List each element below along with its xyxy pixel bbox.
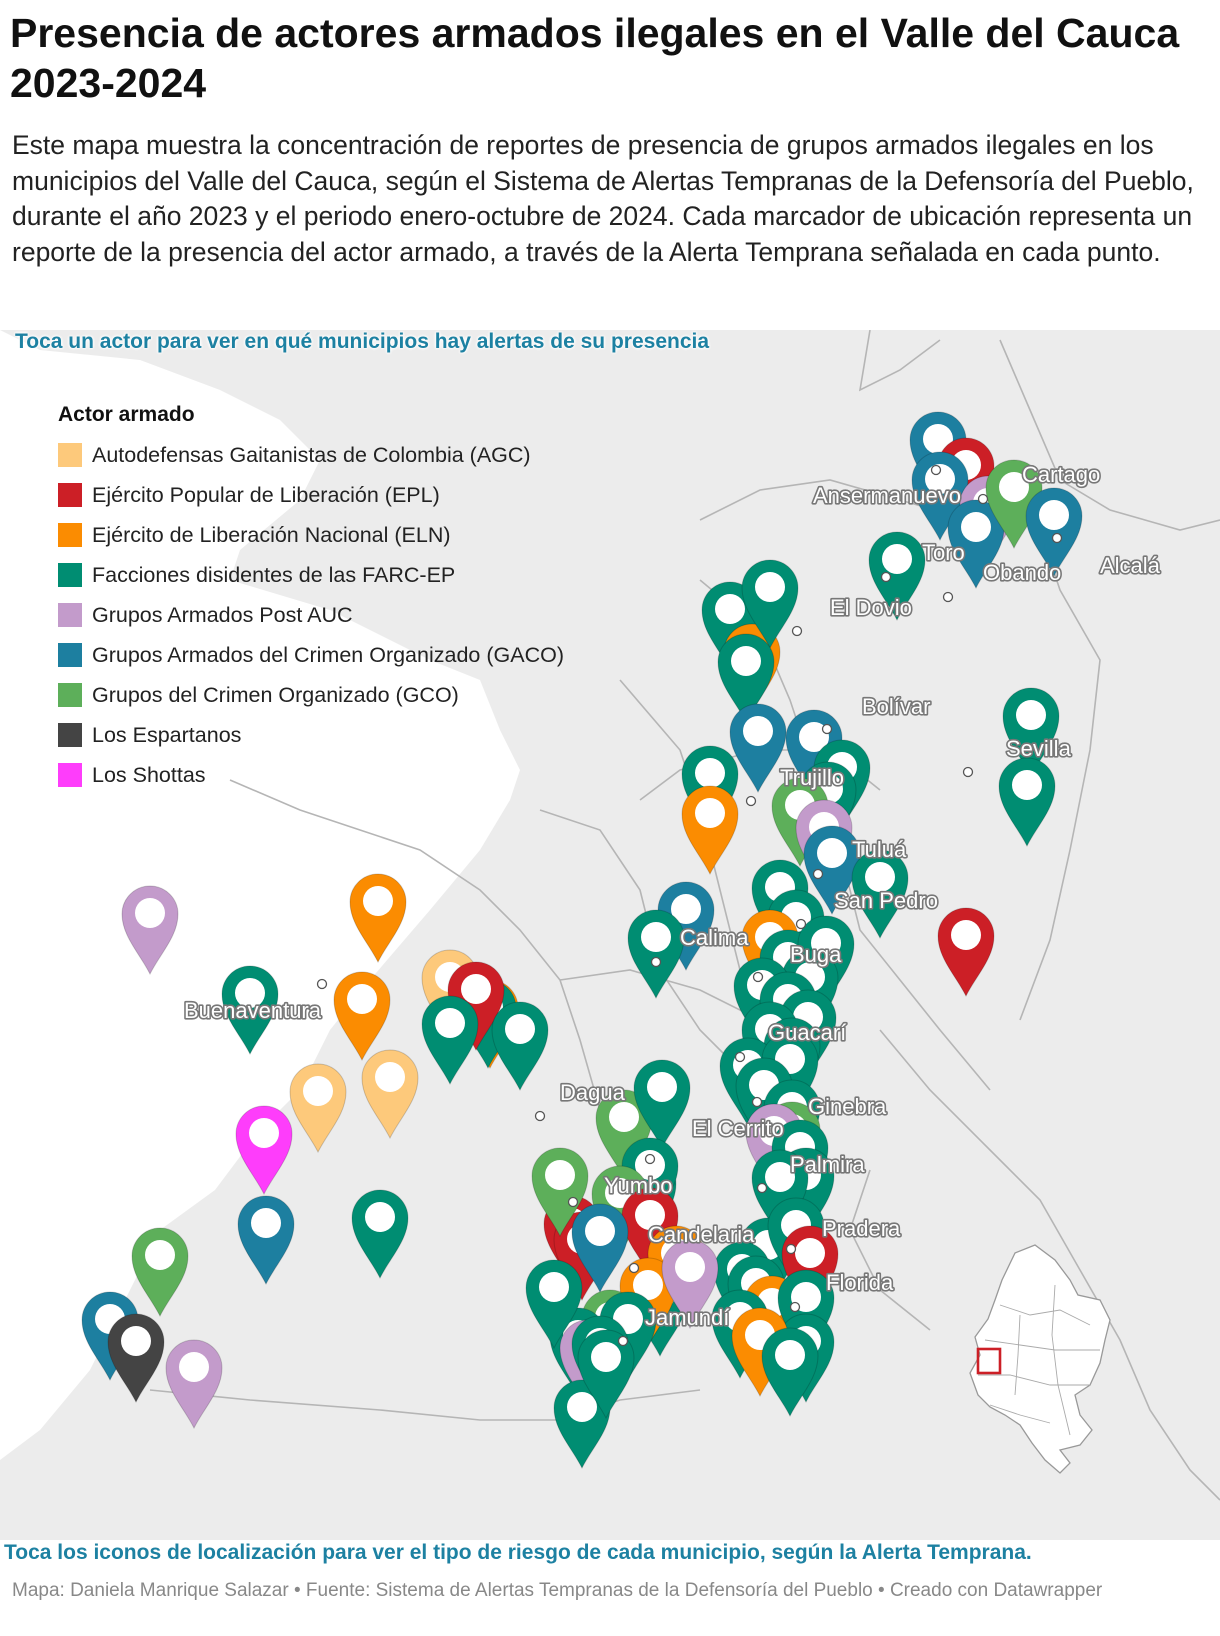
legend-swatch	[58, 483, 82, 507]
municipality-dot	[793, 627, 802, 636]
marker-hole	[135, 898, 165, 928]
municipality-label: Yumbo	[604, 1173, 673, 1198]
municipality-label: El Dovio	[830, 595, 912, 620]
marker-hole	[179, 1352, 209, 1382]
municipality-dot	[652, 958, 661, 967]
marker-hole	[591, 1342, 621, 1372]
legend-hint: Toca un actor para ver en qué municipios hay alertas de su presencia	[15, 330, 710, 353]
legend-label: Facciones disidentes de las FARC-EP	[92, 562, 456, 587]
municipality-label: Tuluá	[852, 837, 907, 862]
municipality-label: Guacarí	[768, 1020, 847, 1045]
legend-item[interactable]	[58, 515, 564, 555]
municipality-label: Sevilla	[1006, 736, 1071, 761]
legend-label: Ejército de Liberación Nacional (ELN)	[92, 522, 451, 547]
municipality-label: Florida	[826, 1270, 894, 1295]
municipality-label: Buenaventura	[184, 998, 321, 1023]
municipality-dot	[882, 573, 891, 582]
legend-item[interactable]	[58, 475, 564, 515]
marker-hole	[743, 716, 773, 746]
marker-hole	[641, 922, 671, 952]
marker-hole	[695, 758, 725, 788]
municipality-dot	[979, 495, 988, 504]
municipality-label: Jamundí	[645, 1305, 730, 1330]
municipality-label: Obando	[983, 560, 1062, 585]
marker-hint: Toca los iconos de localización para ver el tipo de riesgo de cada municipio, según la Alerta Temprana.	[4, 1541, 1032, 1564]
legend-swatch	[58, 763, 82, 787]
page-title: Presencia de actores armados ilegales en el Valle del Cauca 2023-2024	[10, 10, 1180, 106]
legend-item[interactable]	[58, 595, 564, 635]
marker-hole	[585, 1216, 615, 1246]
municipality-label: El Cerrito	[692, 1116, 784, 1141]
municipality-dot	[797, 920, 806, 929]
marker-hole	[647, 1072, 677, 1102]
municipality-dot	[964, 768, 973, 777]
legend-swatch	[58, 723, 82, 747]
marker-hole	[755, 572, 785, 602]
municipality-label: Bolívar	[862, 694, 931, 719]
marker-hole	[545, 1160, 575, 1190]
marker-hole	[675, 1252, 705, 1282]
municipality-dot	[630, 1264, 639, 1273]
legend-item[interactable]	[58, 755, 564, 795]
legend-swatch	[58, 603, 82, 627]
marker-hole	[347, 984, 377, 1014]
marker-hole	[303, 1076, 333, 1106]
municipality-dot	[823, 725, 832, 734]
municipality-dot	[753, 1098, 762, 1107]
municipality-dot	[619, 1337, 628, 1346]
marker-hole	[461, 974, 491, 1004]
marker-hole	[365, 1202, 395, 1232]
marker-hole	[121, 1326, 151, 1356]
municipality-label: Buga	[790, 942, 842, 967]
marker-hole	[251, 1208, 281, 1238]
marker-hole	[775, 1340, 805, 1370]
marker-hole	[435, 1008, 465, 1038]
legend-label: Autodefensas Gaitanistas de Colombia (AGC)	[92, 442, 531, 467]
municipality-dot	[318, 980, 327, 989]
legend-swatch	[58, 563, 82, 587]
marker-hole	[145, 1240, 175, 1270]
municipality-dot	[1053, 534, 1062, 543]
municipality-label: Palmira	[790, 1152, 865, 1177]
municipality-dot	[758, 1184, 767, 1193]
marker-hole	[695, 798, 725, 828]
marker-hole	[1039, 500, 1069, 530]
marker-hole	[375, 1062, 405, 1092]
municipality-dot	[736, 1053, 745, 1062]
municipality-dot	[747, 797, 756, 806]
municipality-label: Pradera	[822, 1216, 901, 1241]
municipality-label: Ansermanuevo	[813, 483, 961, 508]
municipality-dot	[944, 593, 953, 602]
legend-label: Ejército Popular de Liberación (EPL)	[92, 482, 440, 507]
municipality-label: Ginebra	[808, 1094, 887, 1119]
legend-item[interactable]	[58, 675, 564, 715]
marker-hole	[961, 512, 991, 542]
legend-item[interactable]	[58, 715, 564, 755]
marker-hole	[795, 1238, 825, 1268]
marker-hole	[249, 1118, 279, 1148]
legend-title: Actor armado	[58, 403, 195, 426]
municipality-label: San Pedro	[834, 888, 938, 913]
actor-legend	[58, 403, 564, 795]
legend-swatch	[58, 643, 82, 667]
municipality-dot	[932, 466, 941, 475]
marker-hole	[817, 838, 847, 868]
marker-hole	[1012, 770, 1042, 800]
municipality-label: Alcalá	[1100, 553, 1160, 578]
marker-hole	[363, 886, 393, 916]
municipality-label: Calima	[680, 925, 749, 950]
marker-hole	[1016, 700, 1046, 730]
marker-hole	[539, 1272, 569, 1302]
municipality-dot	[787, 1245, 796, 1254]
marker-hole	[609, 1102, 639, 1132]
marker-hole	[951, 920, 981, 950]
legend-swatch	[58, 523, 82, 547]
legend-label: Los Shottas	[92, 762, 206, 787]
municipality-dot	[814, 870, 823, 879]
marker-hole	[505, 1014, 535, 1044]
legend-label: Grupos del Crimen Organizado (GCO)	[92, 682, 459, 707]
municipality-label: Cartago	[1022, 462, 1101, 487]
municipality-dot	[536, 1112, 545, 1121]
municipality-label: Candelaria	[648, 1222, 755, 1247]
credits-footer: Mapa: Daniela Manrique Salazar • Fuente: Sistema de Alertas Tempranas de la Defensoría del Pueblo • Creado con Datawrapper	[12, 1580, 1103, 1601]
municipality-dot	[569, 1198, 578, 1207]
municipality-label: Dagua	[560, 1080, 625, 1105]
legend-item[interactable]	[58, 435, 564, 475]
legend-swatch	[58, 683, 82, 707]
legend-item[interactable]	[58, 555, 564, 595]
municipality-dot	[754, 973, 763, 982]
municipality-label: Trujillo	[780, 765, 844, 790]
marker-hole	[715, 594, 745, 624]
legend-label: Grupos Armados del Crimen Organizado (GACO)	[92, 642, 564, 667]
page-description: Este mapa muestra la concentración de reportes de presencia de grupos armados ilegales en los municipios del Valle del Cauca, según el Sistema de Alertas Tempranas de la Defensoría del Pueblo, durante el año 2023 y el periodo enero-octubre de 2024. Cada marcador de ubicación representa un reporte de la presencia del actor armado, a través de la Alerta Temprana señalada en cada punto.	[12, 130, 1194, 267]
municipality-dot	[791, 1303, 800, 1312]
legend-items	[58, 435, 564, 795]
municipality-dot	[646, 1155, 655, 1164]
municipality-label: Toro	[922, 540, 965, 565]
marker-hole	[731, 646, 761, 676]
legend-swatch	[58, 443, 82, 467]
legend-label: Grupos Armados Post AUC	[92, 602, 353, 627]
legend-label: Los Espartanos	[92, 722, 242, 747]
marker-hole	[882, 544, 912, 574]
legend-item[interactable]	[58, 635, 564, 675]
